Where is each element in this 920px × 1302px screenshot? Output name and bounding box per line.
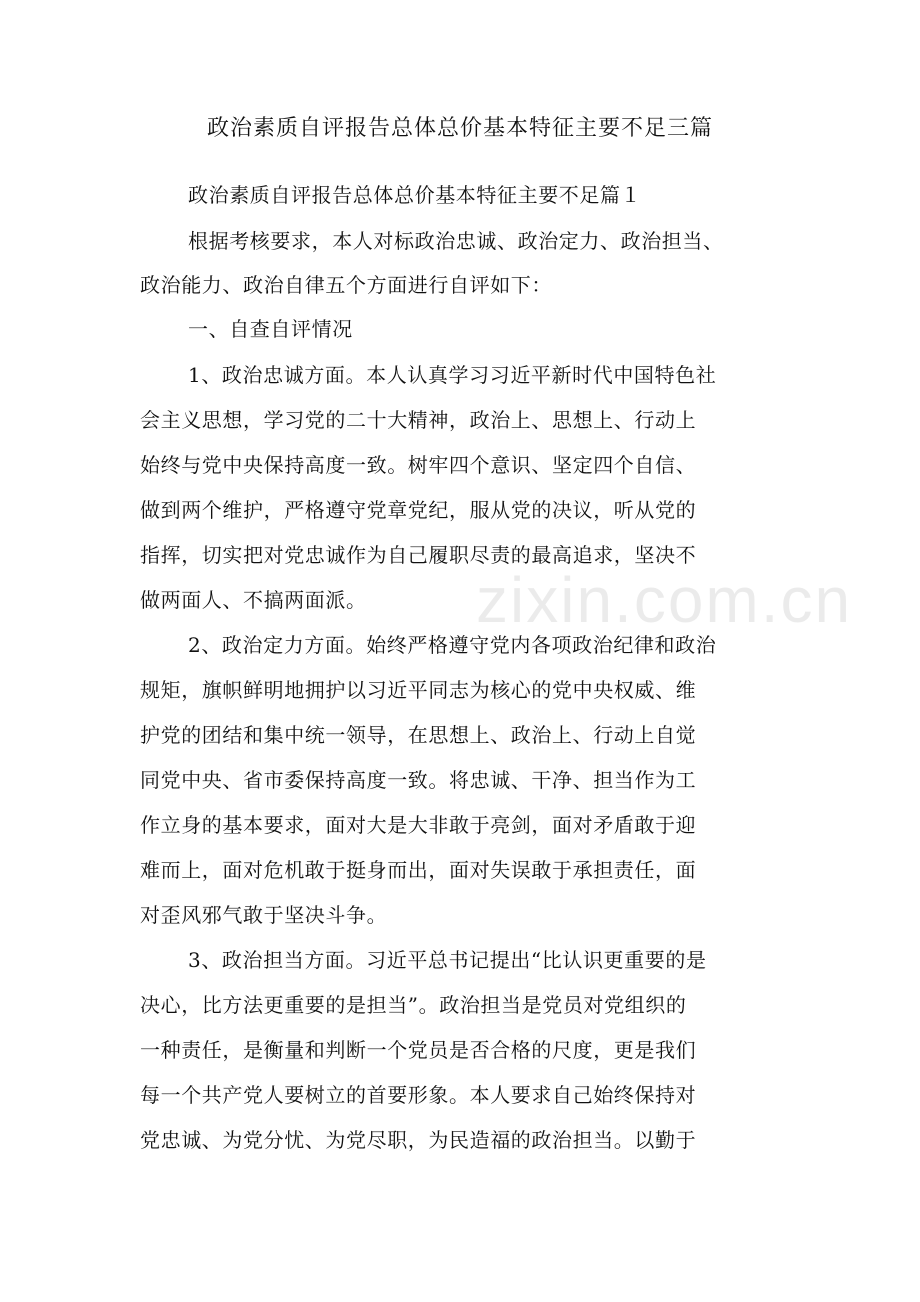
paragraph-line: 同党中央、省市委保持高度一致。将忠诚、干净、担当作为工 <box>140 768 697 792</box>
paragraph-line: 决心，比方法更重要的是担当”。政治担当是党员对党组织的 <box>140 993 687 1017</box>
paragraph-line: 对歪风邪气敢于坚决斗争。 <box>140 903 388 927</box>
paragraph-line: 作立身的基本要求，面对大是大非敢于亮剑，面对矛盾敢于迎 <box>140 813 697 837</box>
paragraph-line: 1、政治忠诚方面。本人认真学习习近平新时代中国特色社 <box>188 363 717 387</box>
paragraph-line: 护党的团结和集中统一领导，在思想上、政治上、行动上自觉 <box>140 723 697 747</box>
subsection-heading: 一、自查自评情况 <box>188 317 353 341</box>
paragraph-line: 3、政治担当方面。习近平总书记提出“比认识更重要的是 <box>188 948 707 972</box>
paragraph-line: 根据考核要求，本人对标政治忠诚、政治定力、政治担当、 <box>188 229 724 253</box>
paragraph-line: 2、政治定力方面。始终严格遵守党内各项政治纪律和政治 <box>188 633 717 657</box>
paragraph-line: 党忠诚、为党分忧、为党尽职，为民造福的政治担当。以勤于 <box>140 1128 697 1152</box>
paragraph-line: 始终与党中央保持高度一致。树牢四个意识、坚定四个自信、 <box>140 453 697 477</box>
paragraph-line: 会主义思想，学习党的二十大精神，政治上、思想上、行动上 <box>140 408 697 432</box>
paragraph-line: 指挥，切实把对党忠诚作为自己履职尽责的最高追求，坚决不 <box>140 543 697 567</box>
document-title: 政治素质自评报告总体总价基本特征主要不足三篇 <box>206 116 713 141</box>
paragraph-line: 难而上，面对危机敢于挺身而出，面对失误敢于承担责任，面 <box>140 858 697 882</box>
paragraph-line: 每一个共产党人要树立的首要形象。本人要求自己始终保持对 <box>140 1083 697 1107</box>
paragraph-line: 规矩，旗帜鲜明地拥护以习近平同志为核心的党中央权威、维 <box>140 678 697 702</box>
section-heading-1: 政治素质自评报告总体总价基本特征主要不足篇１ <box>188 183 642 207</box>
paragraph-line: 做到两个维护，严格遵守党章党纪，服从党的决议，听从党的 <box>140 498 697 522</box>
paragraph-line: 政治能力、政治自律五个方面进行自评如下： <box>140 273 552 297</box>
paragraph-line: 做两面人、不搞两面派。 <box>140 588 367 612</box>
paragraph-line: 一种责任，是衡量和判断一个党员是否合格的尺度，更是我们 <box>140 1038 697 1062</box>
watermark: zixin.com.cn <box>476 564 853 636</box>
